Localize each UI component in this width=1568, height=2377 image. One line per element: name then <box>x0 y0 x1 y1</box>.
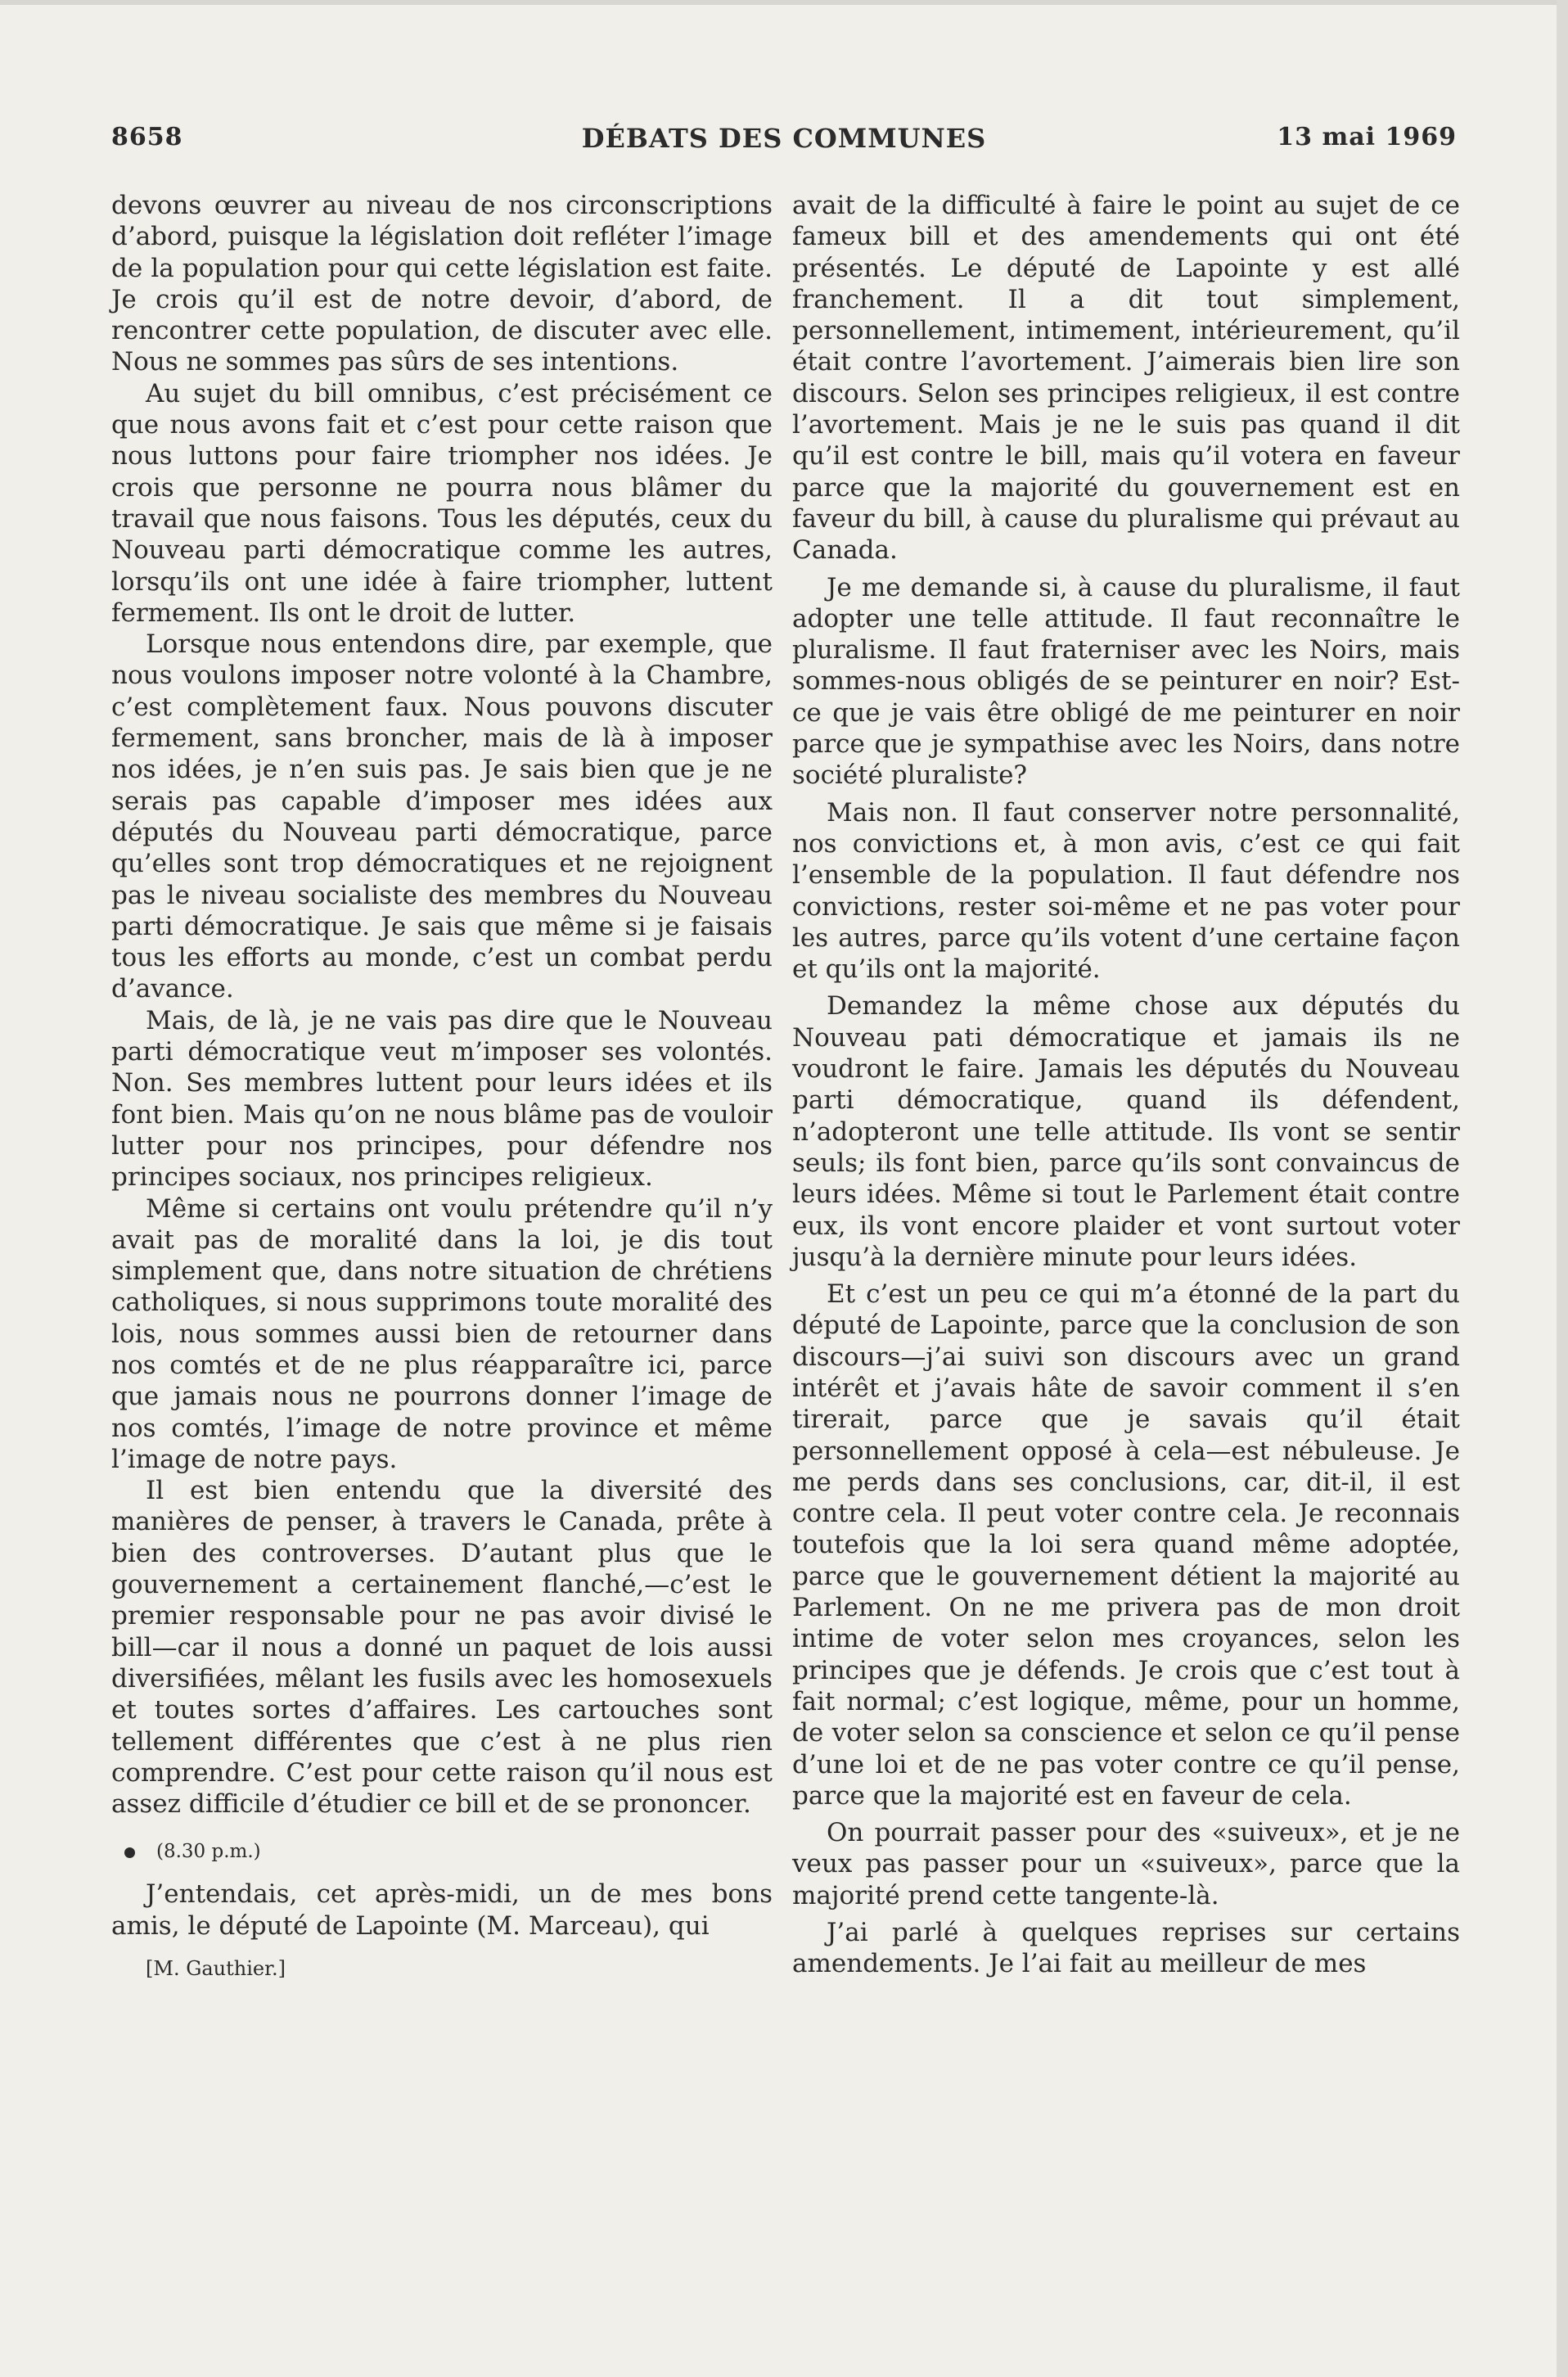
paragraph: J’ai parlé à quelques reprises sur certains amendements. Je l’ai fait au meilleur de mes <box>792 1918 1460 1979</box>
page-header <box>111 123 1457 164</box>
paragraph: Demandez la même chose aux députés du Nouveau pati démocratique et jamais ils ne voudront le faire. Jamais les députés du Nouveau parti démocratique, quand ils défendent, n’adopteront une telle attitude. Ils vont se sentir seuls; ils font bien, parce qu’ils sont convaincus de leurs idées. Même si tout le Parlement était contre eux, ils vont encore plaider et vont surtout voter jusqu’à la dernière minute pour leurs idées. <box>792 991 1460 1272</box>
paragraph: Même si certains ont voulu prétendre qu’il n’y avait pas de moralité dans la loi, je dis tout simplement que, dans notre situation de chrétiens catholiques, si nous supprimons toute moralité des lois, nous sommes aussi bien de retourner dans nos comtés et de ne plus réapparaître ici, parce que jamais nous ne pourrons donner l’image de nos comtés, l’image de notre province et même l’image de notre pays. <box>111 1193 773 1474</box>
page-edge-top <box>0 0 1568 5</box>
paragraph: Mais non. Il faut conserver notre personnalité, nos convictions et, à mon avis, c’est ce qui fait l’ensemble de la population. Il faut défendre nos convictions, rester soi-même et ne pas voter pour les autres, parce qu’ils votent d’une certaine façon et qu’ils ont la majorité. <box>792 797 1460 985</box>
page-number: 8658 <box>111 123 183 151</box>
paragraph: Il est bien entendu que la diversité des manières de penser, à travers le Canada, prête à bien des controverses. D’autant plus que le gouvernement a certainement flanché,—c’est le premier responsable pour ne pas avoir divisé le bill—car il nous a donné un paquet de lois aussi diversifiées, mêlant les fusils avec les homosexuels et toutes sortes d’affaires. Les cartouches sont tellement différentes que c’est à ne plus rien comprendre. C’est pour cette raison qu’il nous est assez difficile d’étudier ce bill et de se prononcer. <box>111 1476 773 1820</box>
page-edge-right <box>1557 0 1568 2377</box>
right-column <box>792 190 1460 1980</box>
paragraph: J’entendais, cet après-midi, un de mes bons amis, le député de Lapointe (M. Marceau), qui <box>111 1879 773 1941</box>
paragraph: Et c’est un peu ce qui m’a étonné de la part du député de Lapointe, parce que la conclusion de son discours—j’ai suivi son discours avec un grand intérêt et j’avais hâte de savoir comment il s’en tirerait, parce que je savais qu’il était personnellement opposé à cela—est nébuleuse. Je me perds dans ses conclusions, car, dit-il, il est contre cela. Il peut voter contre cela. Je reconnais toutefois que la loi sera quand même adoptée, parce que le gouvernement détient la majorité au Parlement. On ne me privera pas de mon droit intime de voter selon mes croyances, selon les principes que je défends. Je crois que c’est tout à fait normal; c’est logique, même, pour un homme, de voter selon sa conscience et selon ce qu’il pense d’une loi et de ne pas voter contre ce qu’il pense, parce que la majorité est en faveur de cela. <box>792 1279 1460 1811</box>
issue-date: 13 mai 1969 <box>1277 123 1457 151</box>
left-column <box>111 190 773 1981</box>
paragraph: Mais, de là, je ne vais pas dire que le Nouveau parti démocratique veut m’imposer ses volontés. Non. Ses membres luttent pour leurs idées et ils font bien. Mais qu’on ne nous blâme pas de vouloir lutter pour nos principes, pour défendre nos principes sociaux, nos principes religieux. <box>111 1005 773 1193</box>
journal-title: DÉBATS DES COMMUNES <box>581 123 987 154</box>
time-mark-text: (8.30 p.m.) <box>156 1841 261 1863</box>
bullet-icon <box>124 1847 135 1858</box>
paragraph: Lorsque nous entendons dire, par exemple, que nous voulons imposer notre volonté à la Chambre, c’est complètement faux. Nous pouvons discuter fermement, sans broncher, mais de là à imposer nos idées, je n’en suis pas. Je sais bien que je ne serais pas capable d’imposer mes idées aux députés du Nouveau parti démocratique, parce qu’elles sont trop démocratiques et ne rejoignent pas le niveau socialiste des membres du Nouveau parti démocratique. Je sais que même si je faisais tous les efforts au monde, c’est un combat perdu d’avance. <box>111 629 773 1004</box>
paragraph: devons œuvrer au niveau de nos circonscriptions d’abord, puisque la législation doit refléter l’image de la population pour qui cette législation est faite. Je crois qu’il est de notre devoir, d’abord, de rencontrer cette population, de discuter avec elle. Nous ne sommes pas sûrs de ses intentions. <box>111 191 773 377</box>
paragraph: Je me demande si, à cause du pluralisme, il faut adopter une telle attitude. Il faut reconnaître le pluralisme. Il faut fraterniser avec les Noirs, mais sommes-nous obligés de se peinturer en noir? Est-ce que je vais être obligé de me peinturer en noir parce que je sympathise avec les Noirs, dans notre société pluraliste? <box>792 572 1460 791</box>
paragraph: On pourrait passer pour des «suiveux», et je ne veux pas passer pour un «suiveux», parce que la majorité prend cette tangente-là. <box>792 1818 1460 1910</box>
paragraph: avait de la difficulté à faire le point au sujet de ce fameux bill et des amendements qui ont été présentés. Le député de Lapointe y est allé franchement. Il a dit tout simplement, personnellement, intimement, intérieurement, qu’il était contre l’avortement. J’aimerais bien lire son discours. Selon ses principes religieux, il est contre l’avortement. Mais je ne le suis pas quand il dit qu’il est contre le bill, mais qu’il votera en faveur parce que la majorité du gouvernement est en faveur du bill, à cause du pluralisme qui prévaut au Canada. <box>792 191 1460 566</box>
paragraph: Au sujet du bill omnibus, c’est précisément ce que nous avons fait et c’est pour cette raison que nous luttons pour faire triompher nos idées. Je crois que personne ne pourra nous blâmer du travail que nous faisons. Tous les députés, ceux du Nouveau parti démocratique comme les autres, lorsqu’ils ont une idée à faire triompher, luttent fermement. Ils ont le droit de lutter. <box>111 378 773 628</box>
speaker-tag: [M. Gauthier.] <box>146 1957 286 1981</box>
time-marker <box>124 1839 773 1864</box>
